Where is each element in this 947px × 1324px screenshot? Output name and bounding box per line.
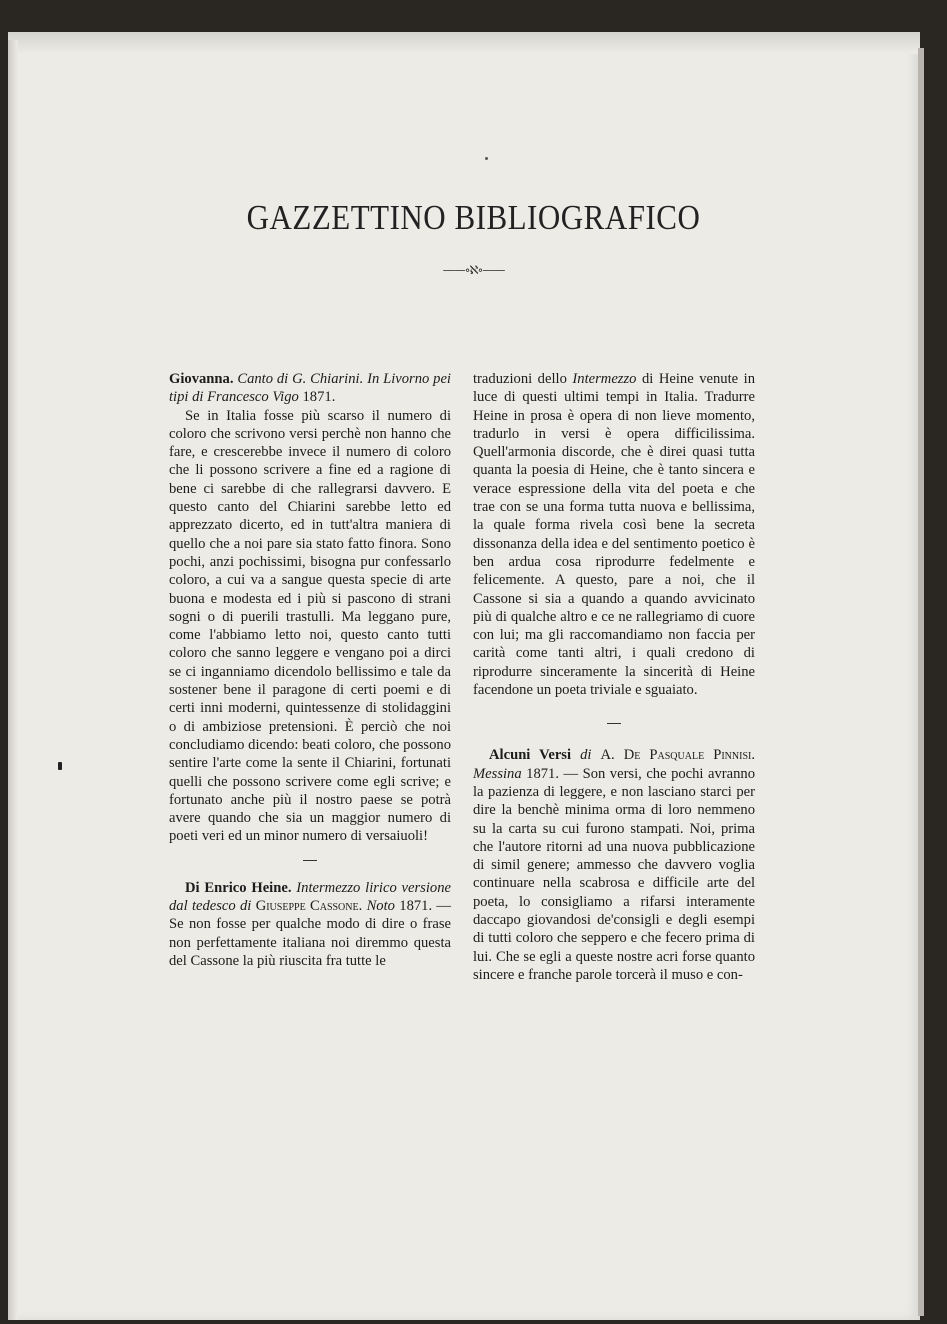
entry-body: Se non fosse per qualche modo di dire o frase non perfettamente italiana noi diremmo questa del Cassone la più riuscita fra tutte le — [169, 916, 451, 969]
speck-mark — [485, 157, 488, 160]
margin-mark — [58, 762, 62, 770]
entry-year: 1871. — — [399, 898, 452, 915]
entry-author: A. De Pasquale Pinnisi. — [600, 747, 755, 764]
entry-place: Messina — [473, 765, 522, 782]
entry-body: Son versi, che pochi avranno la pazienza di leggere, e non lasciano starci per dire la benchè minima orma di loro nemmeno su la carta su cui furono stampati. Noi, prima che l'autore ritorni ad una nuova pubblicazione di simil genere; ammesso che davvero voglia continuare nella scabrosa e difficile arte del poeta, lo consigliamo a rifarsi interamente daccapo giovandosi de'consigli e degli esempi di tutti coloro che seppero e che fecero prima di lui. Che se egli a queste nostre acri forse quanto sincere e franche parole torcerà il muso e con- — [473, 765, 755, 983]
entry-imprint: Canto di G. Chiarini. In Livorno pei tipi di Francesco Vigo — [169, 371, 451, 406]
title-ornament: ——∘ℵ∘—— — [442, 263, 505, 277]
entry-title: Giovanna. — [169, 371, 234, 387]
entry-year: 1871. — [302, 389, 336, 406]
entry-heine — [169, 879, 451, 970]
section-separator — [303, 860, 317, 861]
entry-body: di Heine venute in luce di questi ultimi tempi in Italia. Tradurre Heine in prosa è opera di non lieve momento, tradurlo in versi è opera difficilissima. Quell'armonia discorde, che è direi quasi tutta quanta la poesia di Heine, che è tanto sincera e verace espressione della vita del poeta e che trae con se una forma tutta nuova e bellissima, la quale forma rivela così bene la secreta dissonanza della idea e del sentimento poetico è ben ardua cosa riprodurre fedelmente e felicemente. A questo, pare a noi, che il Cassone si sia a quando a quando avvicinato più di qualche altro e ce ne rallegriamo di cuore con lui; ma gli raccomandiamo non faccia per carità come tanti altri, i quali credono di riprodurre sinceramente la sincerità di Heine facendone un poeta triviale e sguaiato. — [473, 371, 755, 699]
entry-author: Giuseppe Cassone. — [255, 898, 363, 915]
entry-alcuni-versi — [473, 746, 755, 984]
page-top-edge — [8, 32, 920, 54]
entry-title: Alcuni Versi — [489, 747, 572, 764]
entry-year: 1871. — — [526, 765, 579, 782]
entry-giovanna — [169, 370, 451, 407]
right-column — [473, 370, 755, 984]
entry-work-title: Intermezzo — [572, 371, 637, 387]
entry-di: di — [580, 747, 592, 764]
page-title: GAZZETTINO BIBLIOGRAFICO — [246, 197, 701, 238]
page-right-edge — [918, 48, 924, 1316]
section-separator — [607, 723, 621, 724]
entry-heine-continued — [473, 370, 755, 699]
entry-place: Noto — [366, 898, 395, 915]
entry-body: Se in Italia fosse più scarso il numero di coloro che scrivono versi perchè non hanno che fare, e crescerebbe invece il numero di coloro che li possono scrivere a fine ed a ragione di bene ci sarebbe di che rallegrarsi davvero. E questo canto del Chiarini sarebbe letto ed apprezzato dicerto, ed in tutt'altra maniera di quello che a noi pare sia stato fatto finora. Sono pochi, anzi pochissimi, bisogna pur confessarlo coloro, a cui va a sangue questa specie di arte buona e modesta ed i più si pascono di strani sogni o di puerili trastulli. Ma leggano pure, come l'abbiamo letto noi, questo canto tutti coloro che sanno leggere e vengano poi a dirci se ci inganniamo dicendolo bellissimo e tale da sostener bene il paragone di certi poemi e di certi inni moderni, quintessenze di stolidaggini o di ambiziose pretensioni. È perciò che noi concludiamo dicendo: beati coloro, che possono sentire l'arte come la sente il Chiarini, fortunati quelli che possono scrivere come egli scrive; e fortunato anche più il nostro paese se potrà avere quando che sia un maggior numero di poeti veri ed un minor numero di versaiuoli! — [169, 407, 451, 845]
left-column — [169, 370, 451, 970]
entry-title: Di Enrico Heine. — [185, 879, 292, 896]
entry-subtitle: Intermezzo lirico versione dal tedesco di — [169, 879, 451, 915]
entry-body: traduzioni dello — [473, 371, 567, 387]
